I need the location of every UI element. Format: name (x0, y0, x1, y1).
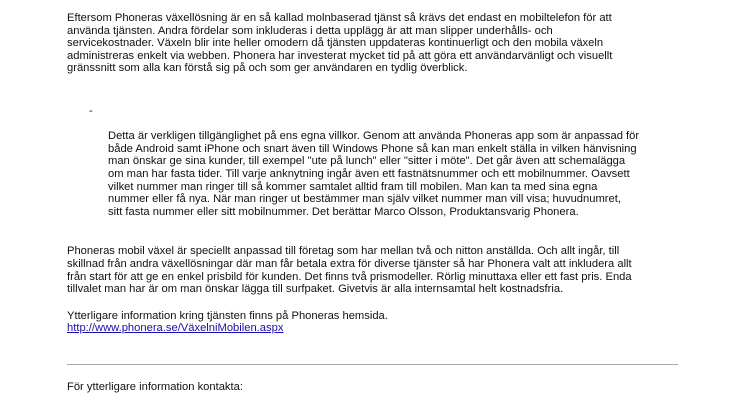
pricing-paragraph: Phoneras mobil växel är speciellt anpassad till företag som har mellan två och nitton anställda. Och allt ingår, till skillnad från andra växellösningar där man får betala extra för diverse tjänster så har Phonera valt att inkludera allt från start för att ge en enkel prisbild för kunden. Det finns två prismodeller. Rörlig minuttaxa eller ett fast pris. Enda tillvalet man har är om man önskar lägga till surfpaket. Givetvis är alla internsamtal helt kostnadsfria. (67, 245, 632, 296)
document-body (67, 12, 685, 393)
intro-paragraph: Eftersom Phoneras växellösning är en så kallad molnbaserad tjänst så krävs det endast en mobiltelefon för att använda tjänsten. Andra fördelar som inkluderas i detta upplägg är att man slipper underhålls- och servicekostnader. Växeln blir inte heller omodern då tjänsten uppdateras kontinuerligt och den mobila växeln administreras enkelt via webben. Phonera har investerat mycket tid på att göra ett användarvänligt och visuellt gränssnitt som alla kan förstå sig på och som ger användaren en tydlig överblick. (67, 12, 613, 75)
more-info-text: Ytterligare information kring tjänsten finns på Phoneras hemsida. (67, 309, 388, 322)
more-info-block (67, 310, 685, 335)
quote-text: Detta är verkligen tillgänglighet på ens egna villkor. Genom att använda Phoneras app som är anpassad för både Android samt iPhone och snart även till Windows Phone så kan man enkelt ställa in vilken hänvisning man önskar ge sina kunder, till exempel "ute på lunch" eller "sitter i möte". Det går även att schemalägga om man har fasta tider. Till varje anknytning ingår även ett fastnätsnummer och ett mobilnummer. Oavsett vilket nummer man ringer till så kommer samtalet alltid fram till mobilen. Man kan ta med sina egna nummer eller få nya. När man ringer ut bestämmer man själv vilket nummer man vill visa; huvudnumret, sitt fasta nummer eller sitt mobilnummer. Det berättar Marco Olsson, Produktansvarig Phonera. (108, 130, 640, 218)
quote-bullet-dash: - (89, 104, 93, 117)
quote-block (67, 105, 685, 218)
contact-heading: För ytterligare information kontakta: (67, 380, 243, 393)
phonera-website-link[interactable]: http://www.phonera.se/VäxelniMobilen.aspx (67, 322, 284, 335)
section-divider (67, 364, 678, 365)
